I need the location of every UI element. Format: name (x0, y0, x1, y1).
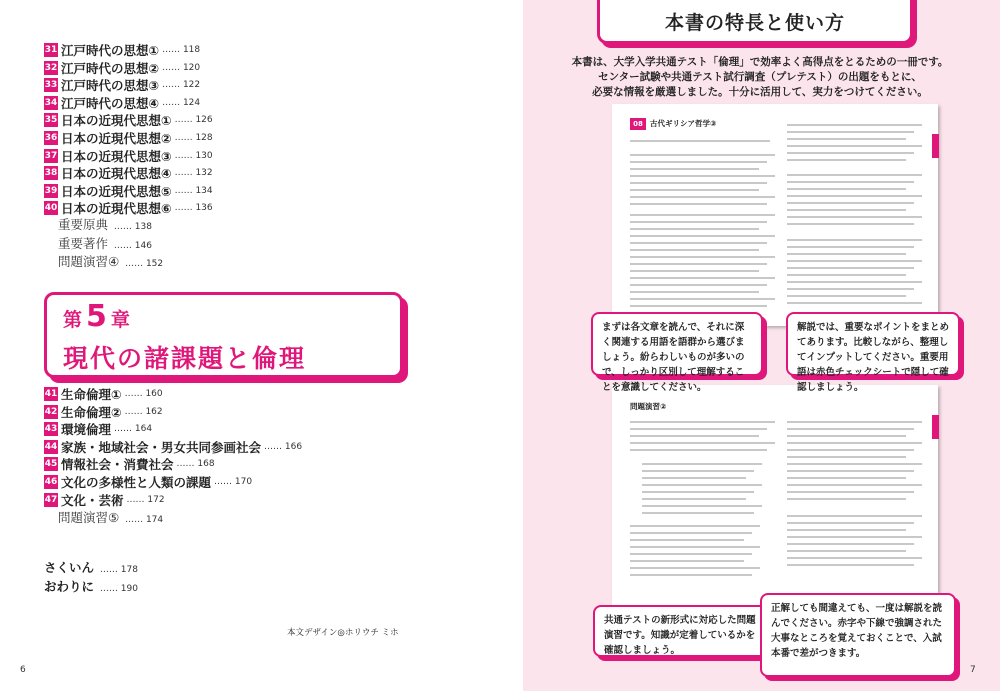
toc-item-page: …… 164 (114, 424, 153, 435)
toc-item-title: 環境倫理 (61, 422, 112, 438)
sample-text-line (630, 270, 759, 272)
toc-item (44, 473, 252, 491)
toc-item (44, 491, 165, 509)
toc-item-number: 40 (44, 203, 58, 214)
sample-text-line (630, 567, 760, 569)
toc-item (44, 403, 163, 421)
toc-item-number: 43 (44, 424, 58, 435)
sample-text-line (642, 484, 762, 486)
sample-text-line (787, 281, 922, 283)
toc-item-title: 日本の近現代思想③ (61, 148, 172, 164)
sample-text-line (642, 498, 746, 500)
toc-sub-page: …… 146 (111, 240, 152, 251)
toc-item-title: 日本の近現代思想⑤ (61, 183, 172, 199)
sample-text-line (787, 131, 914, 133)
sample-text-line (630, 574, 752, 576)
toc-item-title: 江戸時代の思想③ (61, 78, 160, 94)
sample-text-line (630, 546, 760, 548)
toc-item (44, 41, 200, 59)
sample-text-line (787, 253, 906, 255)
toc-item (44, 182, 213, 200)
sample-text-line (630, 214, 775, 216)
sample-text-line (787, 159, 906, 161)
callout-text: 解説では、重要なポイントをまとめてあります。比較しながら、整理してインプットしてください。重要用語は赤色チェックシートで隠して確認しましょう。 (797, 322, 950, 393)
toc-item-title: 生命倫理② (61, 404, 122, 420)
sample-text-line (630, 305, 767, 307)
toc-sub-title: 問題演習④ (58, 254, 120, 269)
sample-text-line (787, 456, 906, 458)
toc-item-number: 46 (44, 477, 58, 487)
sample-text-line (630, 221, 767, 223)
toc-item (44, 438, 302, 456)
design-credit: 本文デザイン◎ホリウチ ミホ (287, 628, 399, 638)
sample-text-line (787, 522, 914, 524)
toc-item-title: 江戸時代の思想② (61, 60, 160, 76)
intro-line: 必要な情報を厳選しました。十分に活用して、実力をつけてください。 (592, 86, 928, 98)
page-number-right: 7 (970, 665, 976, 675)
toc-item-page: …… 126 (174, 115, 213, 126)
sample-text-line (787, 181, 914, 183)
sample-text-line (787, 239, 922, 241)
toc-sub-item (58, 508, 163, 526)
toc-item-page: …… 170 (214, 477, 253, 487)
toc-item-number: 41 (44, 389, 58, 399)
toc-item (44, 385, 163, 403)
sample-text-line (787, 484, 922, 486)
sample-text-line (787, 267, 914, 269)
sample-page-tab (932, 134, 939, 158)
sample-text-line (787, 188, 906, 190)
toc-item (44, 164, 213, 182)
sample-text-line (630, 421, 775, 423)
toc-item-title: 江戸時代の思想① (61, 43, 160, 58)
toc-item-number: 39 (44, 185, 58, 196)
toc-sub-item (58, 234, 152, 252)
sample-text-line (787, 216, 922, 218)
sample-text-line (787, 543, 914, 545)
callout-text: 正解しても間違えても、一度は解説を読んでください。赤字や下線で強調された大事なところを覚えておくことで、入試本番で差がつきます。 (771, 603, 943, 659)
toc-item-page: …… 168 (176, 459, 215, 470)
toc-item-title: 文化の多様性と人類の課題 (61, 475, 212, 490)
sample-text-line (630, 242, 767, 244)
toc-item-page: …… 136 (174, 203, 213, 214)
sample-text-line (630, 539, 744, 541)
sample-text-line (787, 302, 922, 304)
toc-item (44, 76, 200, 94)
sample-text-line (787, 435, 906, 437)
toc-item-number: 32 (44, 62, 58, 73)
sample-text-line (630, 428, 767, 430)
toc-item (44, 111, 213, 129)
sample-text-line (787, 498, 906, 500)
sample-text-line (787, 246, 914, 248)
sample-text-line (630, 161, 767, 163)
sample-text-line (787, 470, 914, 472)
toc-item-number: 38 (44, 168, 58, 179)
toc-sub-page: …… 152 (122, 259, 164, 269)
toc-sub-item (58, 215, 152, 233)
sample-text-line (630, 298, 775, 300)
toc-item (44, 420, 152, 438)
toc-item-number: 37 (44, 150, 58, 161)
toc-sub-page: …… 178 (97, 565, 138, 575)
sample-text-line (630, 284, 767, 286)
chapter-label (63, 299, 130, 334)
sample-text-line (787, 477, 906, 479)
sample-text-line (630, 291, 759, 293)
sample-text-line (787, 274, 906, 276)
toc-item (44, 59, 200, 77)
toc-item (44, 455, 215, 473)
intro-text (560, 55, 960, 100)
toc-sub-title: おわりに (44, 578, 95, 594)
toc-item-number: 34 (44, 97, 58, 108)
sample-text-line (630, 449, 767, 451)
toc-item-number: 33 (44, 80, 58, 91)
toc-item (44, 94, 200, 112)
sample-text-line (630, 442, 775, 444)
sample-text-line (787, 463, 922, 465)
sample-text-line (630, 277, 775, 279)
sample-text-line (787, 550, 906, 552)
sample-text-line (787, 152, 914, 154)
toc-sub-title: 問題演習⑤ (58, 510, 120, 525)
sample-text-line (630, 263, 767, 265)
toc-item-title: 日本の近現代思想① (61, 113, 172, 129)
sample-text-line (642, 463, 762, 465)
sample-text-line (642, 491, 754, 493)
sample-page-lesson (612, 104, 938, 326)
sample-text-line (787, 428, 914, 430)
sample-text-line (630, 168, 759, 170)
sample-text-line (630, 235, 775, 237)
sample-text-line (787, 295, 906, 297)
toc-item-title: 日本の近現代思想④ (61, 166, 172, 182)
toc-item-page: …… 130 (174, 150, 213, 161)
toc-item-number: 31 (44, 45, 58, 55)
chapter-heading (44, 292, 403, 378)
intro-line: センター試験や共通テスト試行調査（プレテスト）の出題をもとに、 (598, 71, 922, 83)
toc-item-number: 42 (44, 406, 58, 417)
sample-text-line (787, 202, 914, 204)
sample-text-line (787, 174, 922, 176)
toc-sub-title: 重要著作 (58, 235, 109, 251)
toc-sub-page: …… 138 (111, 222, 152, 232)
sample-text-line (630, 140, 770, 142)
sample-page-tab (932, 415, 939, 439)
sample-text-line (787, 529, 906, 531)
toc-item-page: …… 122 (162, 80, 201, 91)
sample-text-line (630, 203, 767, 205)
sample-text-line (787, 442, 922, 444)
toc-item-page: …… 118 (162, 45, 201, 55)
toc-item-title: 家族・地域社会・男女共同参画社会 (61, 439, 262, 455)
features-heading-text: 本書の特長と使い方 (664, 12, 845, 34)
page-number-left: 6 (20, 665, 26, 675)
toc-item (44, 147, 213, 165)
sample-text-line (630, 553, 752, 555)
sample-text-line (787, 449, 914, 451)
sample-text-line (787, 223, 914, 225)
sample-text-line (630, 189, 759, 191)
toc-item-title: 生命倫理① (61, 387, 122, 402)
toc-item-title: 日本の近現代思想② (61, 131, 172, 146)
callout-text: 共通テストの新形式に対応した問題演習です。知識が定着しているかを確認しましょう。 (604, 615, 756, 656)
toc-item-title: 江戸時代の思想④ (61, 95, 160, 111)
sample-text-line (787, 557, 922, 559)
toc-item-title: 日本の近現代思想⑥ (61, 201, 172, 217)
sample-text-line (787, 138, 906, 140)
sample-lesson-tag: 08 (630, 118, 646, 130)
toc-item-number: 47 (44, 494, 58, 505)
toc-item-page: …… 128 (174, 133, 213, 143)
toc-item-page: …… 124 (162, 97, 201, 108)
sample-text-line (630, 560, 744, 562)
sample-text-line (630, 154, 775, 156)
sample-text-line (642, 512, 754, 514)
toc-item-page: …… 162 (124, 406, 163, 417)
sample-text-line (630, 228, 759, 230)
sample-text-line (630, 435, 759, 437)
toc-item-number: 44 (44, 441, 58, 452)
sample-text-line (630, 256, 775, 258)
callout-vocabulary (591, 312, 763, 393)
sample-exercise-title: 問題演習② (630, 402, 667, 411)
back-matter-item (44, 577, 138, 595)
toc-item-page: …… 134 (174, 185, 213, 196)
toc-sub-page: …… 190 (97, 583, 138, 594)
toc-item-page: …… 166 (264, 441, 303, 452)
toc-item-number: 45 (44, 459, 58, 470)
toc-item-title: 文化・芸術 (61, 492, 124, 508)
sample-text-line (787, 421, 922, 423)
toc-item-page: …… 132 (174, 168, 213, 179)
sample-text-line (787, 288, 914, 290)
toc-item-number: 35 (44, 115, 58, 126)
chapter-prefix: 第 (63, 309, 83, 331)
sample-text-line (630, 196, 775, 198)
sample-text-line (630, 525, 760, 527)
sample-text-line (787, 209, 906, 211)
sample-text-line (787, 195, 922, 197)
sample-text-line (787, 564, 914, 566)
toc-sub-title: さくいん (44, 560, 95, 575)
sample-text-line (787, 260, 922, 262)
callout-exercise (593, 605, 769, 657)
back-matter-item (44, 558, 138, 576)
sample-text-line (630, 175, 775, 177)
toc-item-page: …… 120 (162, 62, 201, 73)
intro-line: 本書は、大学入学共通テスト「倫理」で効率よく高得点をとるための一冊です。 (571, 56, 949, 68)
features-heading (597, 0, 913, 44)
toc-item-page: …… 172 (126, 494, 165, 505)
chapter-title: 現代の諸課題と倫理 (63, 344, 307, 373)
toc-item-title: 情報社会・消費社会 (61, 457, 174, 473)
sample-page-exercise (612, 385, 938, 617)
sample-lesson-title: 古代ギリシア哲学③ (650, 119, 717, 128)
sample-text-line (642, 477, 746, 479)
sample-text-line (787, 491, 914, 493)
toc-sub-title: 重要原典 (58, 217, 109, 232)
sample-text-line (787, 124, 922, 126)
sample-text-line (787, 515, 922, 517)
chapter-suffix: 章 (110, 309, 130, 331)
callout-text: まずは各文章を読んで、それに深く関連する用語を語群から選びましょう。紛らわしいものが多いので、しっかり区別して理解することを意識してください。 (602, 322, 745, 393)
toc-item (44, 129, 213, 147)
callout-explanation (786, 312, 960, 393)
toc-item-page: …… 160 (124, 389, 163, 399)
sample-text-line (787, 536, 922, 538)
chapter-number: 5 (86, 299, 107, 334)
sample-text-line (630, 532, 752, 534)
sample-text-line (642, 505, 762, 507)
sample-text-line (642, 470, 754, 472)
toc-item-number: 36 (44, 133, 58, 143)
sample-text-line (630, 249, 759, 251)
toc-sub-page: …… 174 (122, 515, 164, 525)
toc-sub-item (58, 252, 163, 270)
sample-text-line (787, 145, 922, 147)
callout-review (760, 593, 956, 677)
sample-text-line (630, 182, 767, 184)
